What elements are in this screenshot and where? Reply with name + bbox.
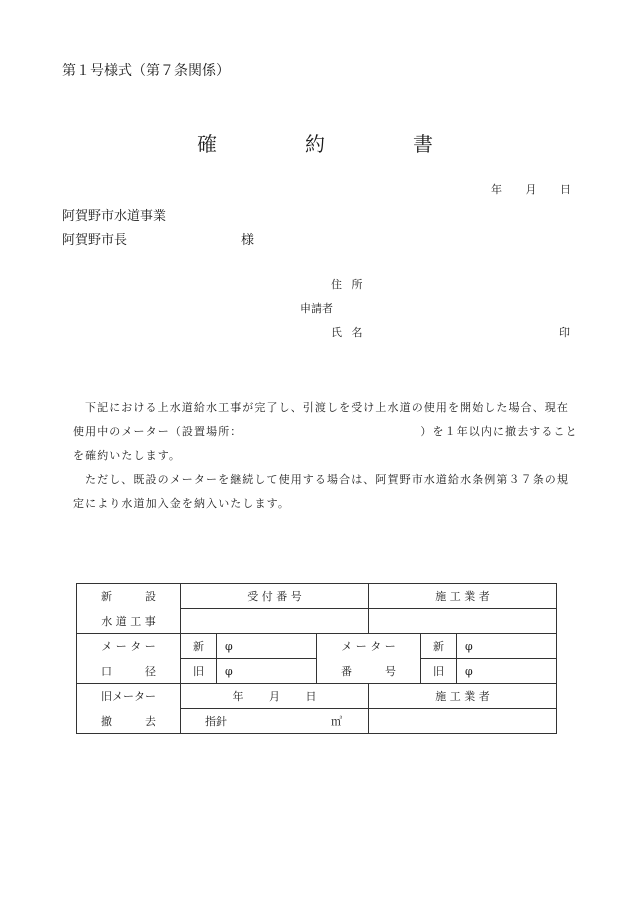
meter-form-table: [76, 583, 557, 734]
meter-number-label-b: 番 号: [317, 659, 421, 684]
honorific: 様: [241, 233, 255, 248]
pointer-reading-cell[interactable]: [181, 709, 369, 734]
old-diameter-cell[interactable]: φ: [217, 659, 317, 684]
contractor-cell[interactable]: [369, 609, 557, 634]
old-diameter-label: 旧: [181, 659, 217, 684]
old-number-cell[interactable]: φ: [457, 659, 557, 684]
pointer-label: 指針: [205, 715, 227, 728]
old-number-label: 旧: [421, 659, 457, 684]
pledge-paragraph-1: [73, 396, 578, 468]
meter-diameter-label-b: 口 径: [77, 659, 181, 684]
pledge-body: [73, 396, 578, 516]
removal-date-header: [181, 684, 369, 709]
new-diameter-label: 新: [181, 634, 217, 659]
old-meter-removal-label-b: 撤 去: [77, 709, 181, 734]
receipt-number-cell[interactable]: [181, 609, 369, 634]
new-construction-label-a: 新 設: [77, 584, 181, 609]
old-meter-removal-label-a: 旧メーター: [77, 684, 181, 709]
meter-number-label-a: メ ー タ ー: [317, 634, 421, 659]
addressee-mayor: 阿賀野市長: [62, 233, 128, 248]
pledge-paragraph-1-b: ）を１年以内に撤去することを確約いたします。: [73, 425, 578, 462]
form-number: 第１号様式（第７条関係）: [62, 63, 230, 79]
addressee-organization: 阿賀野市水道事業: [62, 209, 167, 224]
applicant-name-label: 氏 名: [331, 326, 363, 339]
applicant-address-label: 住 所: [331, 278, 363, 291]
new-diameter-cell[interactable]: φ: [217, 634, 317, 659]
new-number-cell[interactable]: φ: [457, 634, 557, 659]
contractor-header: 施 工 業 者: [369, 584, 557, 609]
new-number-label: 新: [421, 634, 457, 659]
pledge-paragraph-1-a: 下記における上水道給水工事が完了し、引渡しを受け上水道の使用を開始した場合、現在使用中のメーター（設置場所：: [73, 401, 569, 438]
applicant-label: 申請者: [300, 302, 333, 315]
cubic-meter-unit: ㎥: [331, 715, 342, 728]
seal-mark: 印: [559, 326, 570, 339]
meter-diameter-label-a: メ ー タ ー: [77, 634, 181, 659]
date-line: 年 月 日: [491, 183, 572, 196]
removal-contractor-header: 施 工 業 者: [369, 684, 557, 709]
new-construction-label-b: 水 道 工 事: [77, 609, 181, 634]
document-title: 確 約 書: [197, 132, 467, 156]
receipt-number-header: 受 付 番 号: [181, 584, 369, 609]
removal-contractor-cell[interactable]: [369, 709, 557, 734]
pledge-paragraph-2: ただし、既設のメーターを継続して使用する場合は、阿賀野市水道給水条例第３７条の規定により水道加入金を納入いたします。: [73, 473, 569, 510]
removal-date-text: 年 月 日: [232, 690, 317, 703]
